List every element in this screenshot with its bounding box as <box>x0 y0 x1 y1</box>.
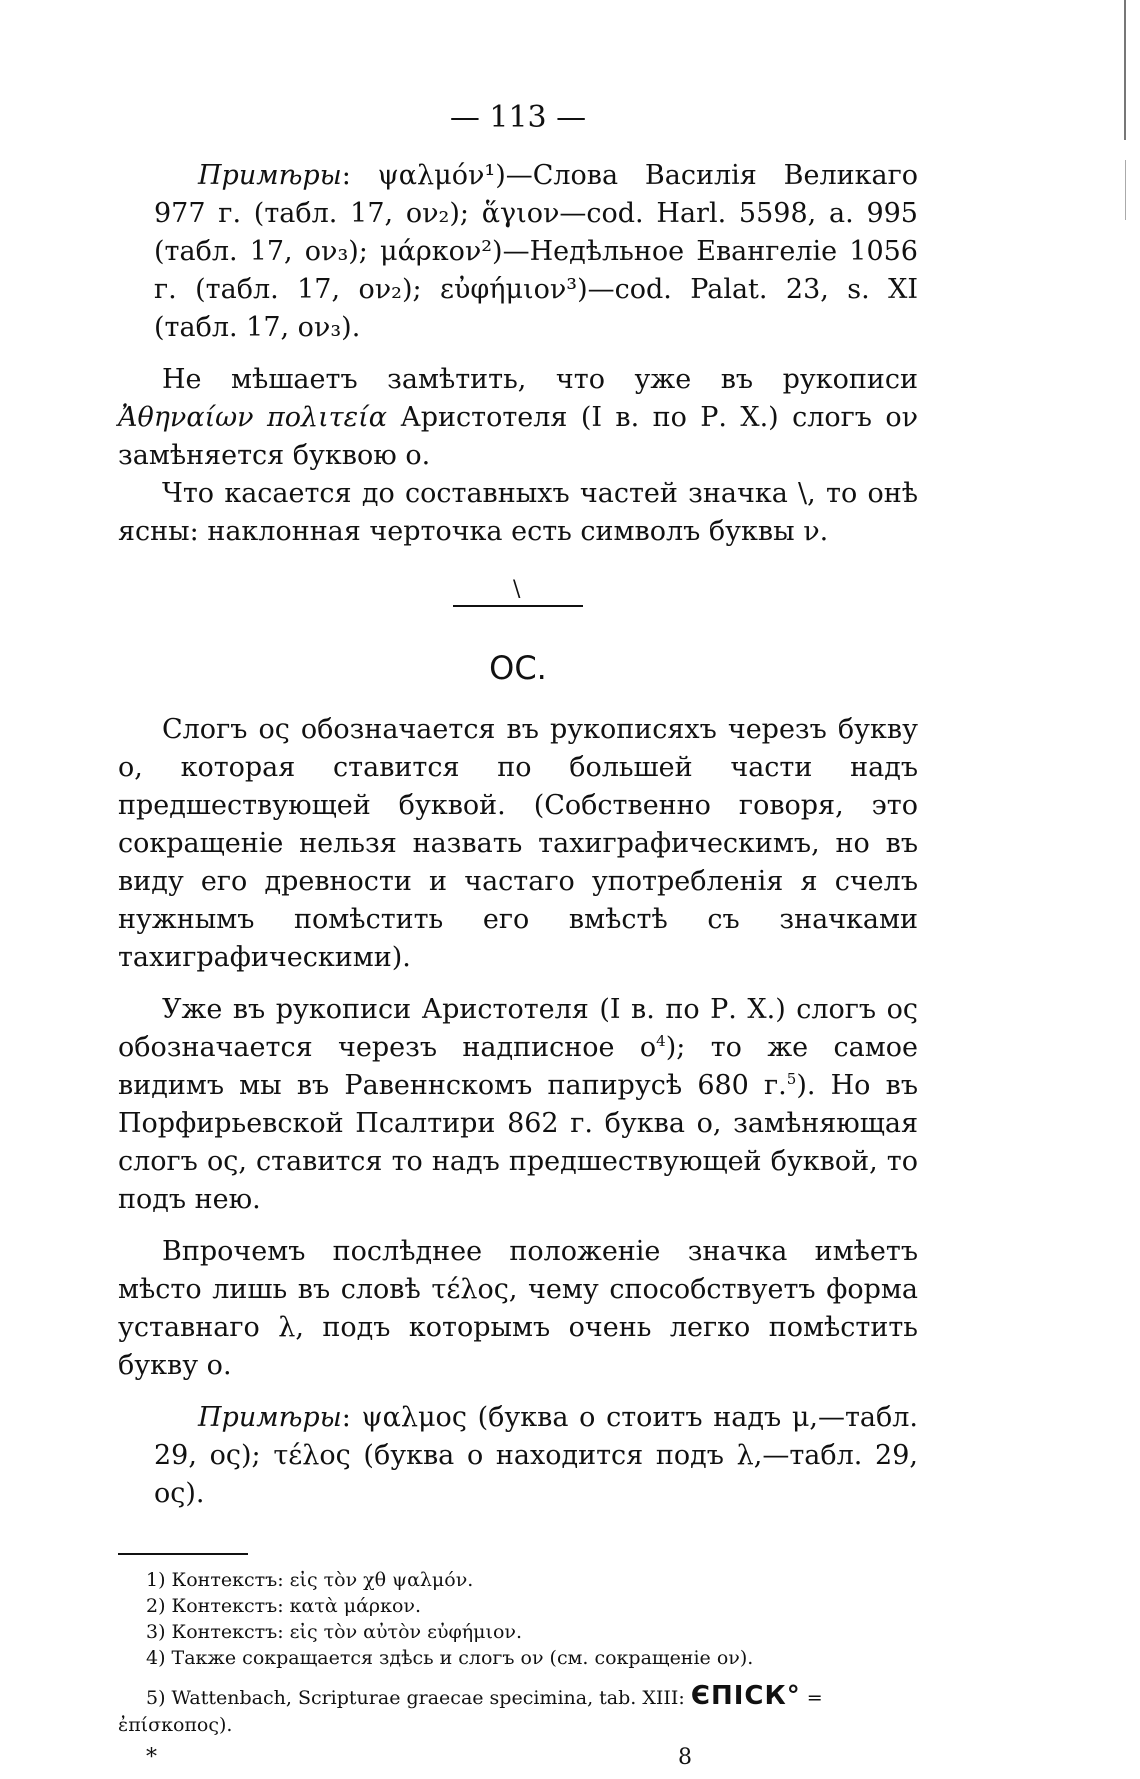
examples-label: Примѣры <box>198 1402 342 1433</box>
page-number: — 113 — <box>449 100 587 135</box>
footnote-1: 1) Контекстъ: εἰς τὸν χθ ψαλμόν. <box>146 1569 474 1591</box>
page-body <box>118 100 918 1779</box>
footnote-3: 3) Контекстъ: εἰς τὸν αὐτὸν εὐφήμιον. <box>146 1621 523 1643</box>
footnote-ref: 4 <box>656 1032 666 1050</box>
divider-line <box>453 605 583 607</box>
examples-paragraph-1 <box>118 157 918 347</box>
footnote-5 <box>118 1683 918 1712</box>
paragraph-text: Аристотеля (I в. по Р. Х.) слогъ ον замѣняется буквою ο. <box>118 402 918 471</box>
paragraph-athenian-constitution <box>118 361 918 475</box>
footnote-rule <box>118 1553 248 1555</box>
signature-mark: * <box>146 1745 157 1770</box>
examples-label: Примѣры <box>198 160 342 191</box>
footnote-text: = <box>800 1687 823 1709</box>
footnote-2: 2) Контекстъ: κατὰ μάρκον. <box>146 1595 421 1617</box>
paragraph-text: ); то же самое видимъ мы въ Равеннскомъ папирусѣ 680 г. <box>118 1032 918 1101</box>
examples-text: : ψαλμόν¹)—Слова Василія Великаго 977 г. (табл. 17, ον₂); ἅγιον—cod. Harl. 5598, a. 995 (табл. 17, ον₃); μάρκον²)—Недѣльное Евангеліе 1056 г. (табл. 17, ον₂); εὐφήμιον³)—cod. Palat. 23, s. XI (табл. 17, ον₃). <box>154 160 918 343</box>
footnote-ref: 5 <box>786 1070 797 1088</box>
examples-paragraph-2 <box>118 1399 918 1513</box>
footnote-4: 4) Также сокращается здѣсь и слогъ ον (см. сокращеніе ον). <box>146 1647 754 1669</box>
abbreviation-glyph: ЄПІСК° <box>690 1681 801 1711</box>
paragraph-aristotle <box>118 991 918 1219</box>
paragraph-text: Уже въ рукописи Аристотеля (I в. по Р. Х.) слогъ ος обозначается черезъ надписное ο <box>118 994 918 1063</box>
sheet-number: 8 <box>678 1745 692 1770</box>
paragraph-sign-components: Что касается до составныхъ частей значка \, то онѣ ясны: наклонная черточка есть символъ буквы ν. <box>118 478 918 547</box>
paragraph-text: Не мѣшаетъ замѣтить, что уже въ рукописи <box>162 364 918 395</box>
section-heading: ОС. <box>489 649 547 687</box>
paragraph-telos: Впрочемъ послѣднее положеніе значка имѣетъ мѣсто лишь въ словѣ τέλος, чему способствуетъ форма уставнаго λ, подъ которымъ очень легко помѣстить букву ο. <box>118 1236 918 1381</box>
footnote-text: 5) Wattenbach, Scripturae graecae specimina, tab. XIII: <box>146 1687 691 1709</box>
signature-line <box>118 1745 918 1779</box>
page-edge-line-lower <box>1125 160 1126 220</box>
section-divider <box>453 577 583 607</box>
examples-text: : ψαλμος (буква ο стоитъ надъ μ,—табл. 29, ος); τέλος (буква ο находится подъ λ,—табл. 29, ος). <box>154 1402 918 1509</box>
paragraph-os-syllable: Слогъ ος обозначается въ рукописяхъ черезъ букву ο, которая ставится по большей части надъ предшествующей буквой. (Собственно говоря, это сокращеніе нельзя назвать тахиграфическимъ, но въ виду его древности и частаго употребленія я счелъ нужнымъ помѣстить его вмѣстѣ съ значками тахиграфическими). <box>118 714 918 973</box>
greek-title: Ἀθηναίων πολιτεία <box>118 402 387 433</box>
paragraph-text: ). Но въ Порфирьевской Псалтири 862 г. буква ο, замѣняющая слогъ ος, ставится то надъ предшествующей буквой, то подъ нею. <box>118 1070 918 1215</box>
page-edge-line <box>1124 0 1126 140</box>
footnote-5-continuation: ἐπίσκοπος). <box>118 1714 233 1736</box>
divider-mark: \ <box>513 577 521 602</box>
